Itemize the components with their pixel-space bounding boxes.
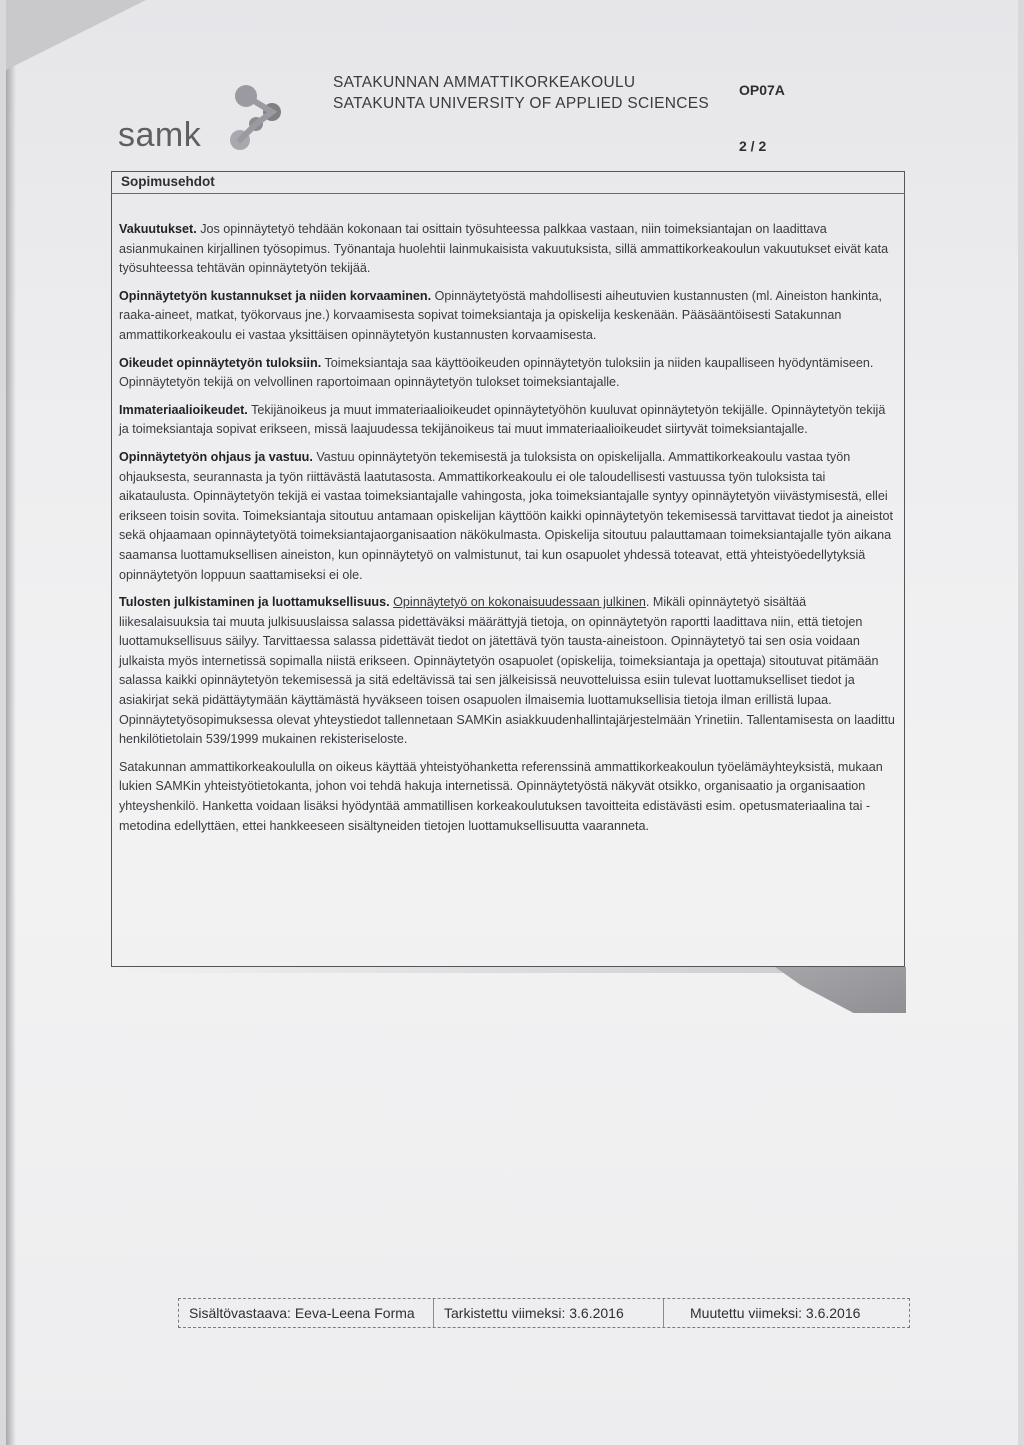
terms-content xyxy=(119,220,895,844)
paragraph-heading: Immateriaalioikeudet. xyxy=(119,402,248,417)
paragraph-rights xyxy=(119,354,895,393)
samk-logo-icon xyxy=(226,82,296,162)
paragraph-heading: Opinnäytetyön kustannukset ja niiden korvaaminen. xyxy=(119,288,432,303)
samk-logo xyxy=(118,82,298,162)
content-responsible: Sisältövastaava: Eeva-Leena Forma xyxy=(179,1299,434,1327)
university-name xyxy=(333,72,709,114)
paragraph-publication xyxy=(119,593,895,750)
paragraph-heading: Oikeudet opinnäytetyön tuloksiin. xyxy=(119,355,322,370)
paragraph-heading: Tulosten julkistaminen ja luottamuksellisuus. xyxy=(119,595,390,610)
paragraph-text: Toimeksiantaja saa käyttöoikeuden opinnäytetyön tuloksiin ja niiden kaupalliseen hyödyntämiseen. Opinnäytetyön tekijä on velvollinen raportoimaan opinnäytetyön tulokset toimeksiantajalle. xyxy=(119,355,874,390)
document-code: OP07A xyxy=(739,82,785,98)
university-name-en: SATAKUNTA UNIVERSITY OF APPLIED SCIENCES xyxy=(333,95,710,112)
public-statement: Opinnäytetyö on kokonaisuudessaan julkinen xyxy=(393,595,646,610)
paragraph-text: Satakunnan ammattikorkeakoululla on oikeus käyttää yhteistyöhanketta referenssinä ammattikorkeakoulun työelämäyhteyksistä, mukaan lukien SAMKin yhteistyötietokanta, johon voi tehdä hakuja internetissä. Opinnäytetyöstä näkyvät otsikko, organisaatio ja organisaation yhteyshenkilö. Hanketta voidaan lisäksi hyödyntää ammatillisen korkeakoulutuksen tavoitteita edistävästi esim. opetusmateriaalina tai -metodina edellyttäen, ettei hankkeeseen sisältyneiden tietojen luottamuksellisuutta vaaranneta. xyxy=(119,759,883,833)
last-checked: Tarkistettu viimeksi: 3.6.2016 xyxy=(434,1299,664,1327)
paragraph-heading: Vakuutukset. xyxy=(119,222,197,236)
paragraph-insurance xyxy=(119,220,895,279)
paragraph-ip xyxy=(119,401,895,440)
section-divider xyxy=(111,193,905,194)
paragraph-reference xyxy=(119,758,895,836)
paragraph-text: Vastuu opinnäytetyön tekemisestä ja tuloksista on opiskelijalla. Ammattikorkeakoulu vastaa työn ohjauksesta, seurannasta ja työn riittävästä laatutasosta. Ammattikorkeakoulu ei ole taloudellisesti vastuussa työn tuloksista tai aikataulusta. Opinnäytetyön tekijä ei vastaa toimeksiantajalle vahingosta, joka toimeksiantajalle syntyy opinnäytetyön viivästymisestä, ellei erikseen toisin sovita. Toimeksiantaja sitoutuu antamaan opiskelijan käyttöön kaikki opinnäytetyön tekemisessä tarvittavat tiedot ja aineistot sekä ohjaamaan opinnäytetyötä toimeksiantajaorganisaation näkökulmasta. Opiskelija sitoutuu palauttamaan toimeksiantajalle työn aikana saamansa luottamuksellisen aineiston, kun opinnäytetyö on valmistunut, tai kun osapuolet yhdessä toteavat, että yhteistyöedellytyksiä opinnäytetyön loppuun saattamiseksi ei ole. xyxy=(119,449,894,582)
page-number: 2 / 2 xyxy=(739,138,767,154)
paragraph-supervision xyxy=(119,448,895,585)
paragraph-text: Tekijänoikeus ja muut immateriaalioikeudet opinnäytetyöhön kuuluvat opinnäytetyön tekijälle. Opinnäytetyön tekijä ja toimeksiantaja sopivat erikseen, missä laajuudessa tekijänoikeus tai muut immateriaalioikeudet siirtyvät toimeksiantajalle. xyxy=(119,402,886,437)
footer-info xyxy=(178,1298,910,1328)
paragraph-heading: Opinnäytetyön ohjaus ja vastuu. xyxy=(119,449,313,464)
logo-text: samk xyxy=(118,116,202,154)
paragraph-text: Opinnäytetyöstä mahdollisesti aiheutuvien kustannusten (ml. Aineiston hankinta, raaka-aineet, matkat, työkorvaus jne.) korvaamisesta sopivat toimeksiantaja ja opiskelija keskenään. Pääsääntöisesti Satakunnan ammattikorkeakoulu ei vastaa yksittäisen opinnäytetyön kustannusten korvaamisesta. xyxy=(119,288,882,342)
folded-corner xyxy=(6,0,146,70)
university-name-fi: SATAKUNNAN AMMATTIKORKEAKOULU xyxy=(333,74,636,91)
page-edge-shadow xyxy=(6,0,16,1445)
section-title: Sopimusehdot xyxy=(121,174,215,189)
paragraph-text: . Mikäli opinnäytetyö sisältää liikesalaisuuksia tai muuta julkisuuslaissa salassa pidettäväksi määrättyjä tietoja, on opinnäytetyön raportti laadittava niin, että tietojen luottamuksellisuus säilyy. Tarvittaessa salassa pidettävät tiedot on jätettävä työn tausta-aineistoon. Opinnäytetyö tai sen osia voidaan julkaista myös internetissä sopimalla niistä erikseen. Opinnäytetyön osapuolet (opiskelija, toimeksiantaja ja opettaja) sitoutuvat pitämään salassa kaikki opinnäytetyön tekemisessä ja sitä edeltävissä tai sen jälkeisissä neuvotteluissa esiin tulevat luottamukselliset tiedot ja asiakirjat sekä pidättäytymään käyttämästä hyväkseen toisen osapuolen ilmaisemia luottamuksellisia tietoja ilman erillistä lupaa. Opinnäytetyösopimuksessa olevat yhteystiedot tallennetaan SAMKin asiakkuudenhallintajärjestelmään Yrinetiin. Tallentamisesta on laadittu henkilötietolain 539/1999 mukainen rekisteriseloste. xyxy=(119,595,895,747)
last-modified: Muutettu viimeksi: 3.6.2016 xyxy=(690,1305,861,1321)
paragraph-text: Jos opinnäytetyö tehdään kokonaan tai osittain työsuhteessa palkkaa vastaan, niin toimeksiantajan on laadittava asianmukainen kirjallinen työsopimus. Työnantaja huolehtii lainmukaisista vakuutuksista, sillä ammattikorkeakoulun vakuutukset eivät kata työsuhteessa tehtävän opinnäytetyön tekijää. xyxy=(119,222,889,276)
paragraph-costs xyxy=(119,287,895,346)
